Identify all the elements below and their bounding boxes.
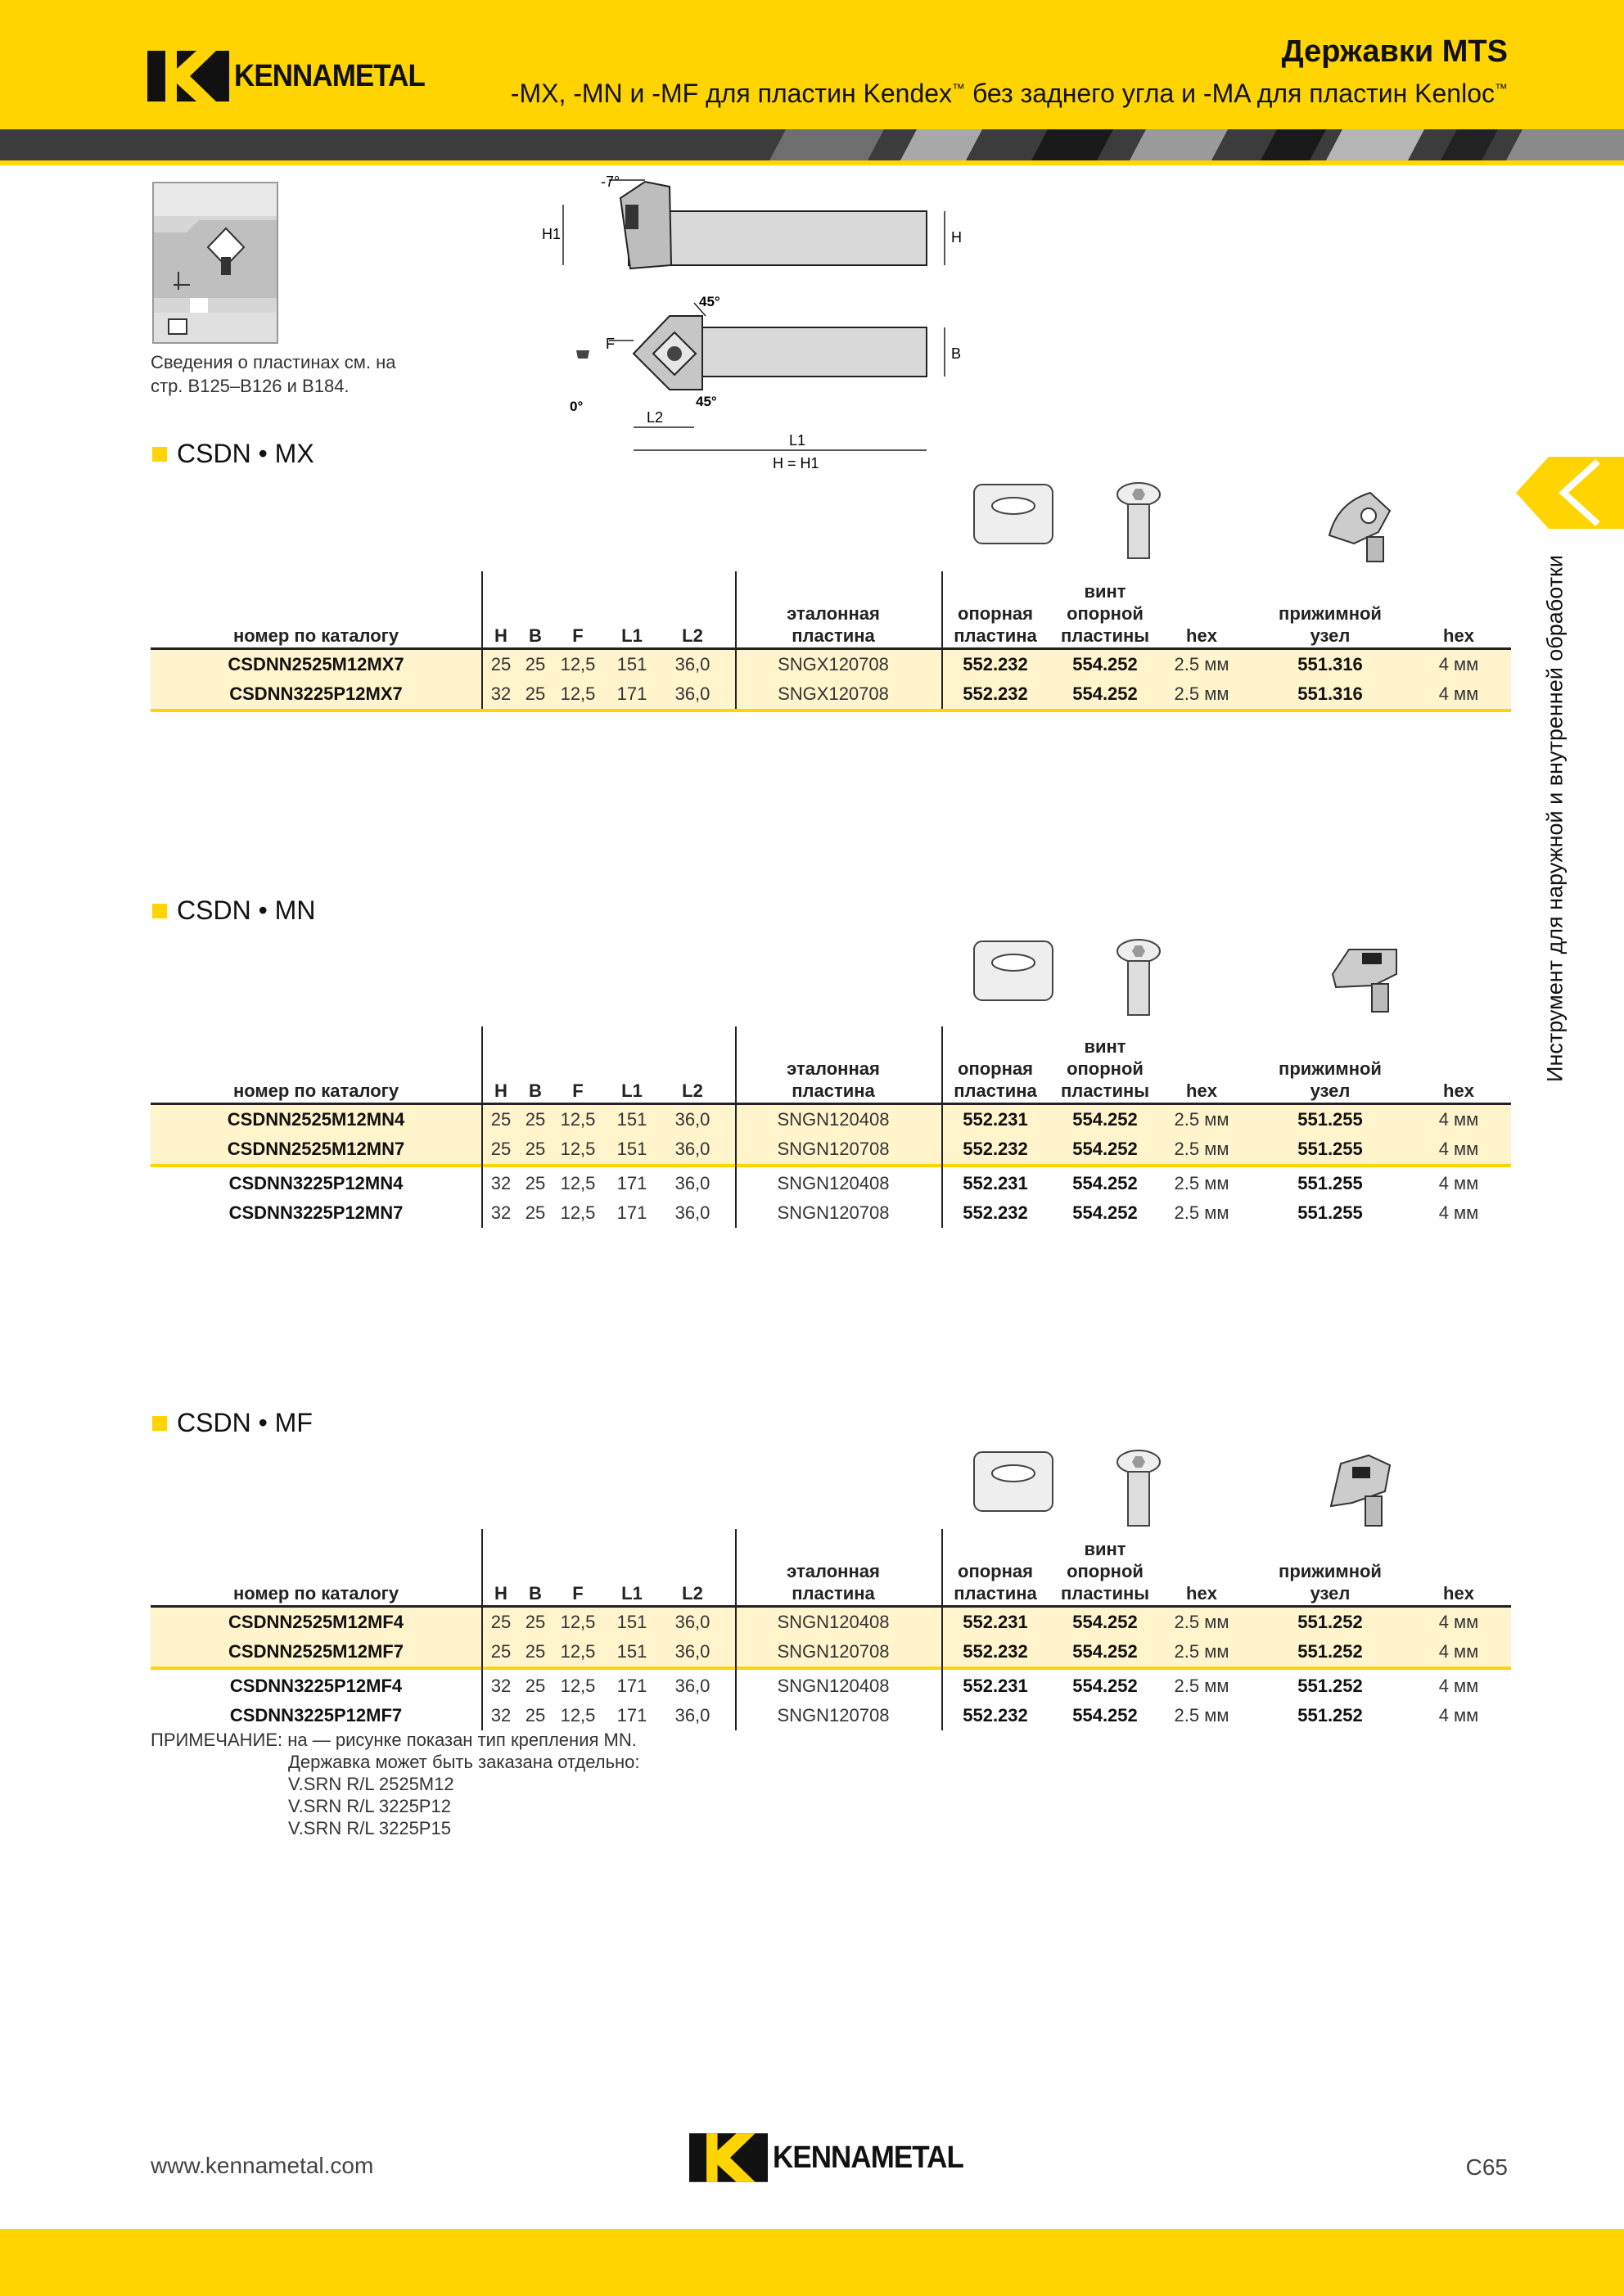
col-insert: эталонная пластина (787, 1058, 880, 1101)
table-row: CSDNN2525M12MN7 25 25 12,5 151 36,0 SNGN120708 552.232 554.252 2.5 мм 551.255 4 мм (151, 1134, 1511, 1164)
col-catalog: номер по каталогу (232, 1080, 399, 1101)
diagram-label: F (606, 336, 615, 352)
col-shim: опорная пластина (954, 603, 1037, 646)
table-mx (151, 571, 1511, 704)
screw-icon (1110, 1449, 1167, 1531)
col-l1: L1 (621, 625, 643, 646)
table-header (151, 571, 1511, 650)
table-header (151, 1026, 1511, 1105)
column-divider (481, 571, 483, 709)
col-h: H (494, 625, 508, 646)
col-h: H (494, 1080, 508, 1101)
diagram-label: H1 (542, 226, 562, 242)
group-rule (151, 1164, 1511, 1167)
col-screw: винт опорной пластины (1060, 581, 1150, 646)
page-subtitle: -MX, -MN и -MF для пластин Kendex™ без заднего угла и -MA для пластин Kenloc™ (510, 79, 1508, 108)
col-clamp: прижимной узел (1279, 1058, 1382, 1101)
column-divider (941, 1529, 943, 1730)
col-clamp: прижимной узел (1279, 603, 1382, 646)
table-row: CSDNN3225P12MF7 32 25 12,5 171 36,0 SNGN120708 552.232 554.252 2.5 мм 551.252 4 мм (229, 1705, 1479, 1725)
col-f: F (572, 1080, 584, 1101)
header-divider (0, 160, 1624, 165)
column-divider (735, 571, 737, 709)
table-row: CSDNN3225P12MN7 32 25 12,5 171 36,0 SNGN120708 552.232 554.252 2.5 мм 551.255 4 мм (228, 1202, 1479, 1223)
diagram-label: 45° (699, 294, 720, 309)
section-title-mx: CSDN • MX (152, 439, 314, 469)
table-end-rule (151, 709, 1511, 712)
col-l1: L1 (621, 1583, 643, 1604)
shim-icon (971, 481, 1056, 547)
col-insert: эталонная пластина (787, 603, 880, 646)
diagram-label: H = H1 (773, 455, 819, 471)
clamp-icon (1321, 486, 1403, 568)
table-row: CSDNN2525M12MN4 25 25 12,5 151 36,0 SNGN120408 552.231 554.252 2.5 мм 551.255 4 мм (151, 1105, 1511, 1134)
logo-text: KENNAMETAL (234, 58, 425, 93)
clamp-icon (1320, 1449, 1401, 1534)
col-insert: эталонная пластина (787, 1561, 880, 1604)
table-mn (151, 1026, 1511, 1223)
diagram-label: B (951, 345, 962, 362)
col-l2: L2 (682, 1583, 703, 1604)
col-catalog: номер по каталогу (232, 1583, 399, 1604)
col-screw: винт опорной пластины (1060, 1036, 1150, 1101)
footer-logo-text: KENNAMETAL (773, 2140, 963, 2175)
section-title-mn: CSDN • MN (152, 895, 315, 926)
diagram-label: L2 (647, 409, 664, 426)
col-f: F (572, 625, 584, 646)
col-catalog: номер по каталогу (232, 625, 399, 646)
footer-logo-mark (689, 2133, 768, 2182)
col-b: B (529, 1583, 542, 1604)
table-mf (151, 1529, 1511, 1725)
screw-icon (1110, 481, 1167, 563)
table-row: CSDNN2525M12MX7 25 25 12,5 151 36,0 SNGX120708 552.232 554.252 2.5 мм 551.316 4 мм (151, 650, 1511, 679)
shim-icon (971, 938, 1056, 1004)
col-f: F (572, 1583, 584, 1604)
col-h: H (494, 1583, 508, 1604)
col-shim: опорная пластина (954, 1561, 1037, 1604)
kennametal-logo-mark (147, 51, 229, 101)
group-rule (151, 1667, 1511, 1670)
diagram-label: L1 (789, 432, 806, 449)
column-divider (735, 1026, 737, 1228)
column-divider (941, 571, 943, 709)
diagram-label: 45° (696, 394, 717, 409)
col-hex2: hex (1443, 1080, 1474, 1101)
col-screw: винт опорной пластины (1060, 1539, 1150, 1604)
insert-info-note: Сведения о пластинах см. на стр. B125–B126 и B184. (151, 352, 396, 396)
col-l2: L2 (682, 625, 703, 646)
diagram-label: 0° (570, 399, 584, 414)
section-bullet (152, 904, 167, 918)
diagram-label: H (951, 229, 962, 246)
footer-band (0, 2229, 1624, 2296)
table-header (151, 1529, 1511, 1608)
col-b: B (529, 625, 542, 646)
holder-dimension-diagram (530, 172, 1022, 475)
table-row: CSDNN2525M12MF7 25 25 12,5 151 36,0 SNGN120708 552.232 554.252 2.5 мм 551.252 4 мм (151, 1637, 1511, 1667)
col-clamp: прижимной узел (1279, 1561, 1382, 1604)
table-row: CSDNN3225P12MF4 32 25 12,5 171 36,0 SNGN120408 552.231 554.252 2.5 мм 551.252 4 мм (229, 1676, 1479, 1696)
website-link[interactable]: www.kennametal.com (151, 2153, 374, 2178)
holder-thumbnail-image (152, 182, 278, 344)
col-shim: опорная пластина (954, 1058, 1037, 1101)
table-row: CSDNN2525M12MF4 25 25 12,5 151 36,0 SNGN120408 552.231 554.252 2.5 мм 551.252 4 мм (151, 1608, 1511, 1637)
col-hex: hex (1186, 625, 1217, 646)
section-bullet (152, 447, 167, 462)
page-title: Державки MTS (1281, 34, 1508, 69)
column-divider (481, 1026, 483, 1228)
footer-logo (689, 2133, 980, 2182)
col-hex: hex (1186, 1080, 1217, 1101)
column-divider (735, 1529, 737, 1730)
diagram-label: -7° (601, 174, 620, 190)
kennametal-logo (147, 51, 441, 101)
screw-icon (1110, 938, 1167, 1020)
side-tab-label: Инструмент для наружной и внутренней обработки (1542, 555, 1568, 1082)
section-title-mf: CSDN • MF (152, 1408, 313, 1438)
page-number: C65 (1465, 2154, 1508, 2180)
col-hex2: hex (1443, 1583, 1474, 1604)
header-stripe (0, 129, 1624, 160)
table-row: CSDNN3225P12MX7 32 25 12,5 171 36,0 SNGX120708 552.232 554.252 2.5 мм 551.316 4 мм (151, 679, 1511, 709)
col-l1: L1 (621, 1080, 643, 1101)
clamp-icon (1324, 938, 1406, 1020)
section-bullet (152, 1416, 167, 1431)
col-b: B (529, 1080, 542, 1101)
column-divider (941, 1026, 943, 1228)
footnote: ПРИМЕЧАНИЕ: на — рисунке показан тип крепления MN. Державка может быть заказана отдельно: V.SRN R/L 2525M12 V.SRN R/L 3225P12 V.SRN R/L 3225P15 (151, 1730, 640, 1838)
side-tab-marker (1516, 457, 1624, 529)
table-row: CSDNN3225P12MN4 32 25 12,5 171 36,0 SNGN120408 552.231 554.252 2.5 мм 551.255 4 мм (228, 1173, 1479, 1193)
col-hex2: hex (1443, 625, 1474, 646)
shim-icon (971, 1449, 1056, 1514)
column-divider (481, 1529, 483, 1730)
col-l2: L2 (682, 1080, 703, 1101)
col-hex: hex (1186, 1583, 1217, 1604)
